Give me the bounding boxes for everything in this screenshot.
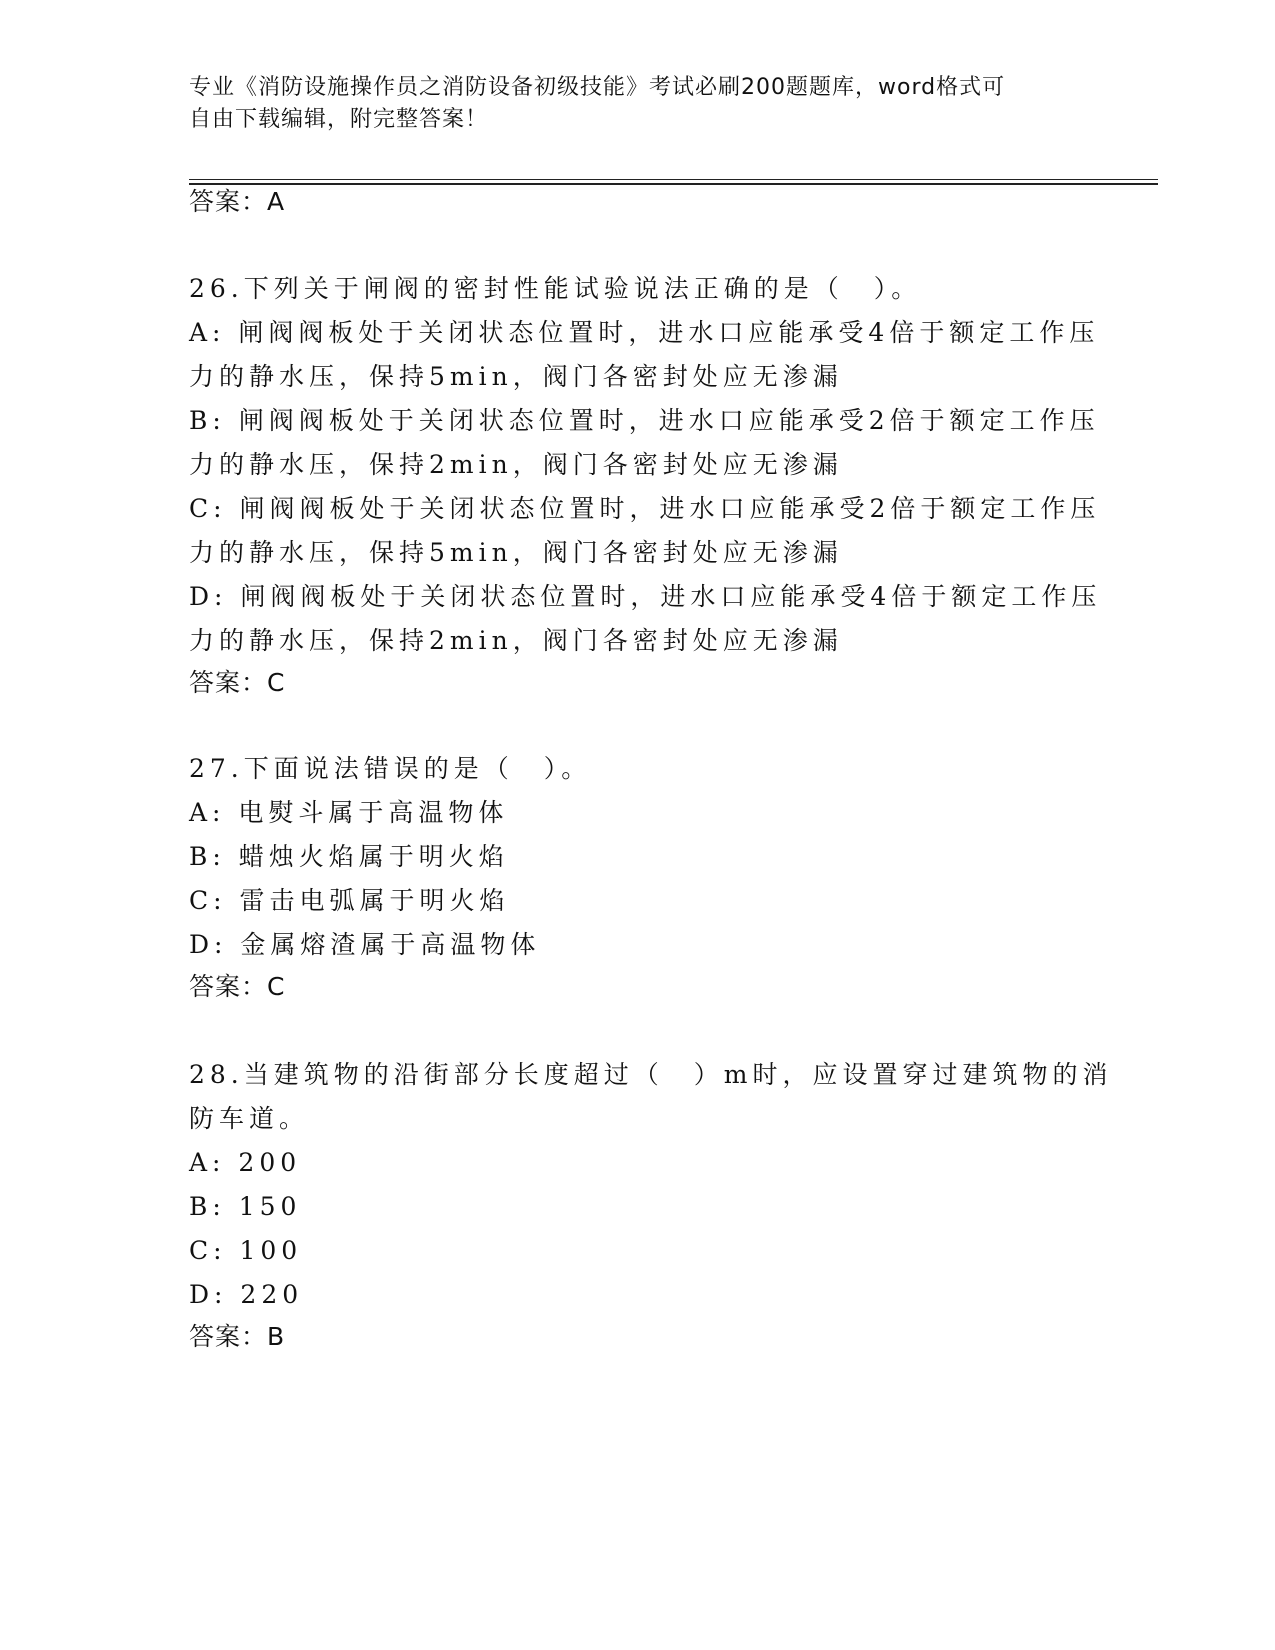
question-27-option-b: B: 蜡烛火焰属于明火焰 [189, 842, 509, 871]
question-26-option-d: D: 闸阀阀板处于关闭状态位置时，进水口应能承受4倍于额定工作压 [189, 582, 1102, 611]
question-26-option-c: C: 闸阀阀板处于关闭状态位置时，进水口应能承受2倍于额定工作压 [189, 494, 1101, 523]
question-27-stem: 27.下面说法错误的是（ ）。 [189, 754, 592, 783]
question-26-option-b-cont: 力的静水压，保持2min，阀门各密封处应无渗漏 [189, 450, 843, 479]
question-26-stem: 26.下列关于闸阀的密封性能试验说法正确的是（ ）。 [189, 274, 922, 303]
header-divider-thick [189, 183, 1158, 185]
question-26-option-b: B: 闸阀阀板处于关闭状态位置时，进水口应能承受2倍于额定工作压 [189, 406, 1100, 435]
question-27-option-a: A: 电熨斗属于高温物体 [189, 798, 509, 827]
question-26-option-c-cont: 力的静水压，保持5min，阀门各密封处应无渗漏 [189, 538, 843, 567]
question-27-option-c: C: 雷击电弧属于明火焰 [189, 886, 510, 915]
question-27-answer: 答案：C [189, 972, 286, 1001]
question-28-option-c: C: 100 [189, 1236, 303, 1265]
question-26-option-d-cont: 力的静水压，保持2min，阀门各密封处应无渗漏 [189, 626, 843, 655]
answer-25: 答案：A [189, 187, 286, 216]
question-26-option-a: A: 闸阀阀板处于关闭状态位置时，进水口应能承受4倍于额定工作压 [189, 318, 1100, 347]
question-28-answer: 答案：B [189, 1322, 286, 1351]
page-header [189, 72, 1089, 136]
header-divider-thin [189, 179, 1158, 180]
question-27-option-d: D: 金属熔渣属于高温物体 [189, 930, 541, 959]
question-28-stem: 28.当建筑物的沿街部分长度超过（ ）m时，应设置穿过建筑物的消 [189, 1060, 1113, 1089]
question-26-answer: 答案：C [189, 668, 286, 697]
question-28-option-a: A: 200 [189, 1148, 302, 1177]
question-28-option-b: B: 150 [189, 1192, 302, 1221]
header-title-line-2: 自由下载编辑，附完整答案！ [189, 107, 489, 132]
header-title-line-1: 专业《消防设施操作员之消防设备初级技能》考试必刷200题题库，word格式可 [189, 75, 1006, 100]
question-28-option-d: D: 220 [189, 1280, 304, 1309]
question-28-stem-cont: 防车道。 [189, 1104, 310, 1133]
question-26-option-a-cont: 力的静水压，保持5min，阀门各密封处应无渗漏 [189, 362, 843, 391]
